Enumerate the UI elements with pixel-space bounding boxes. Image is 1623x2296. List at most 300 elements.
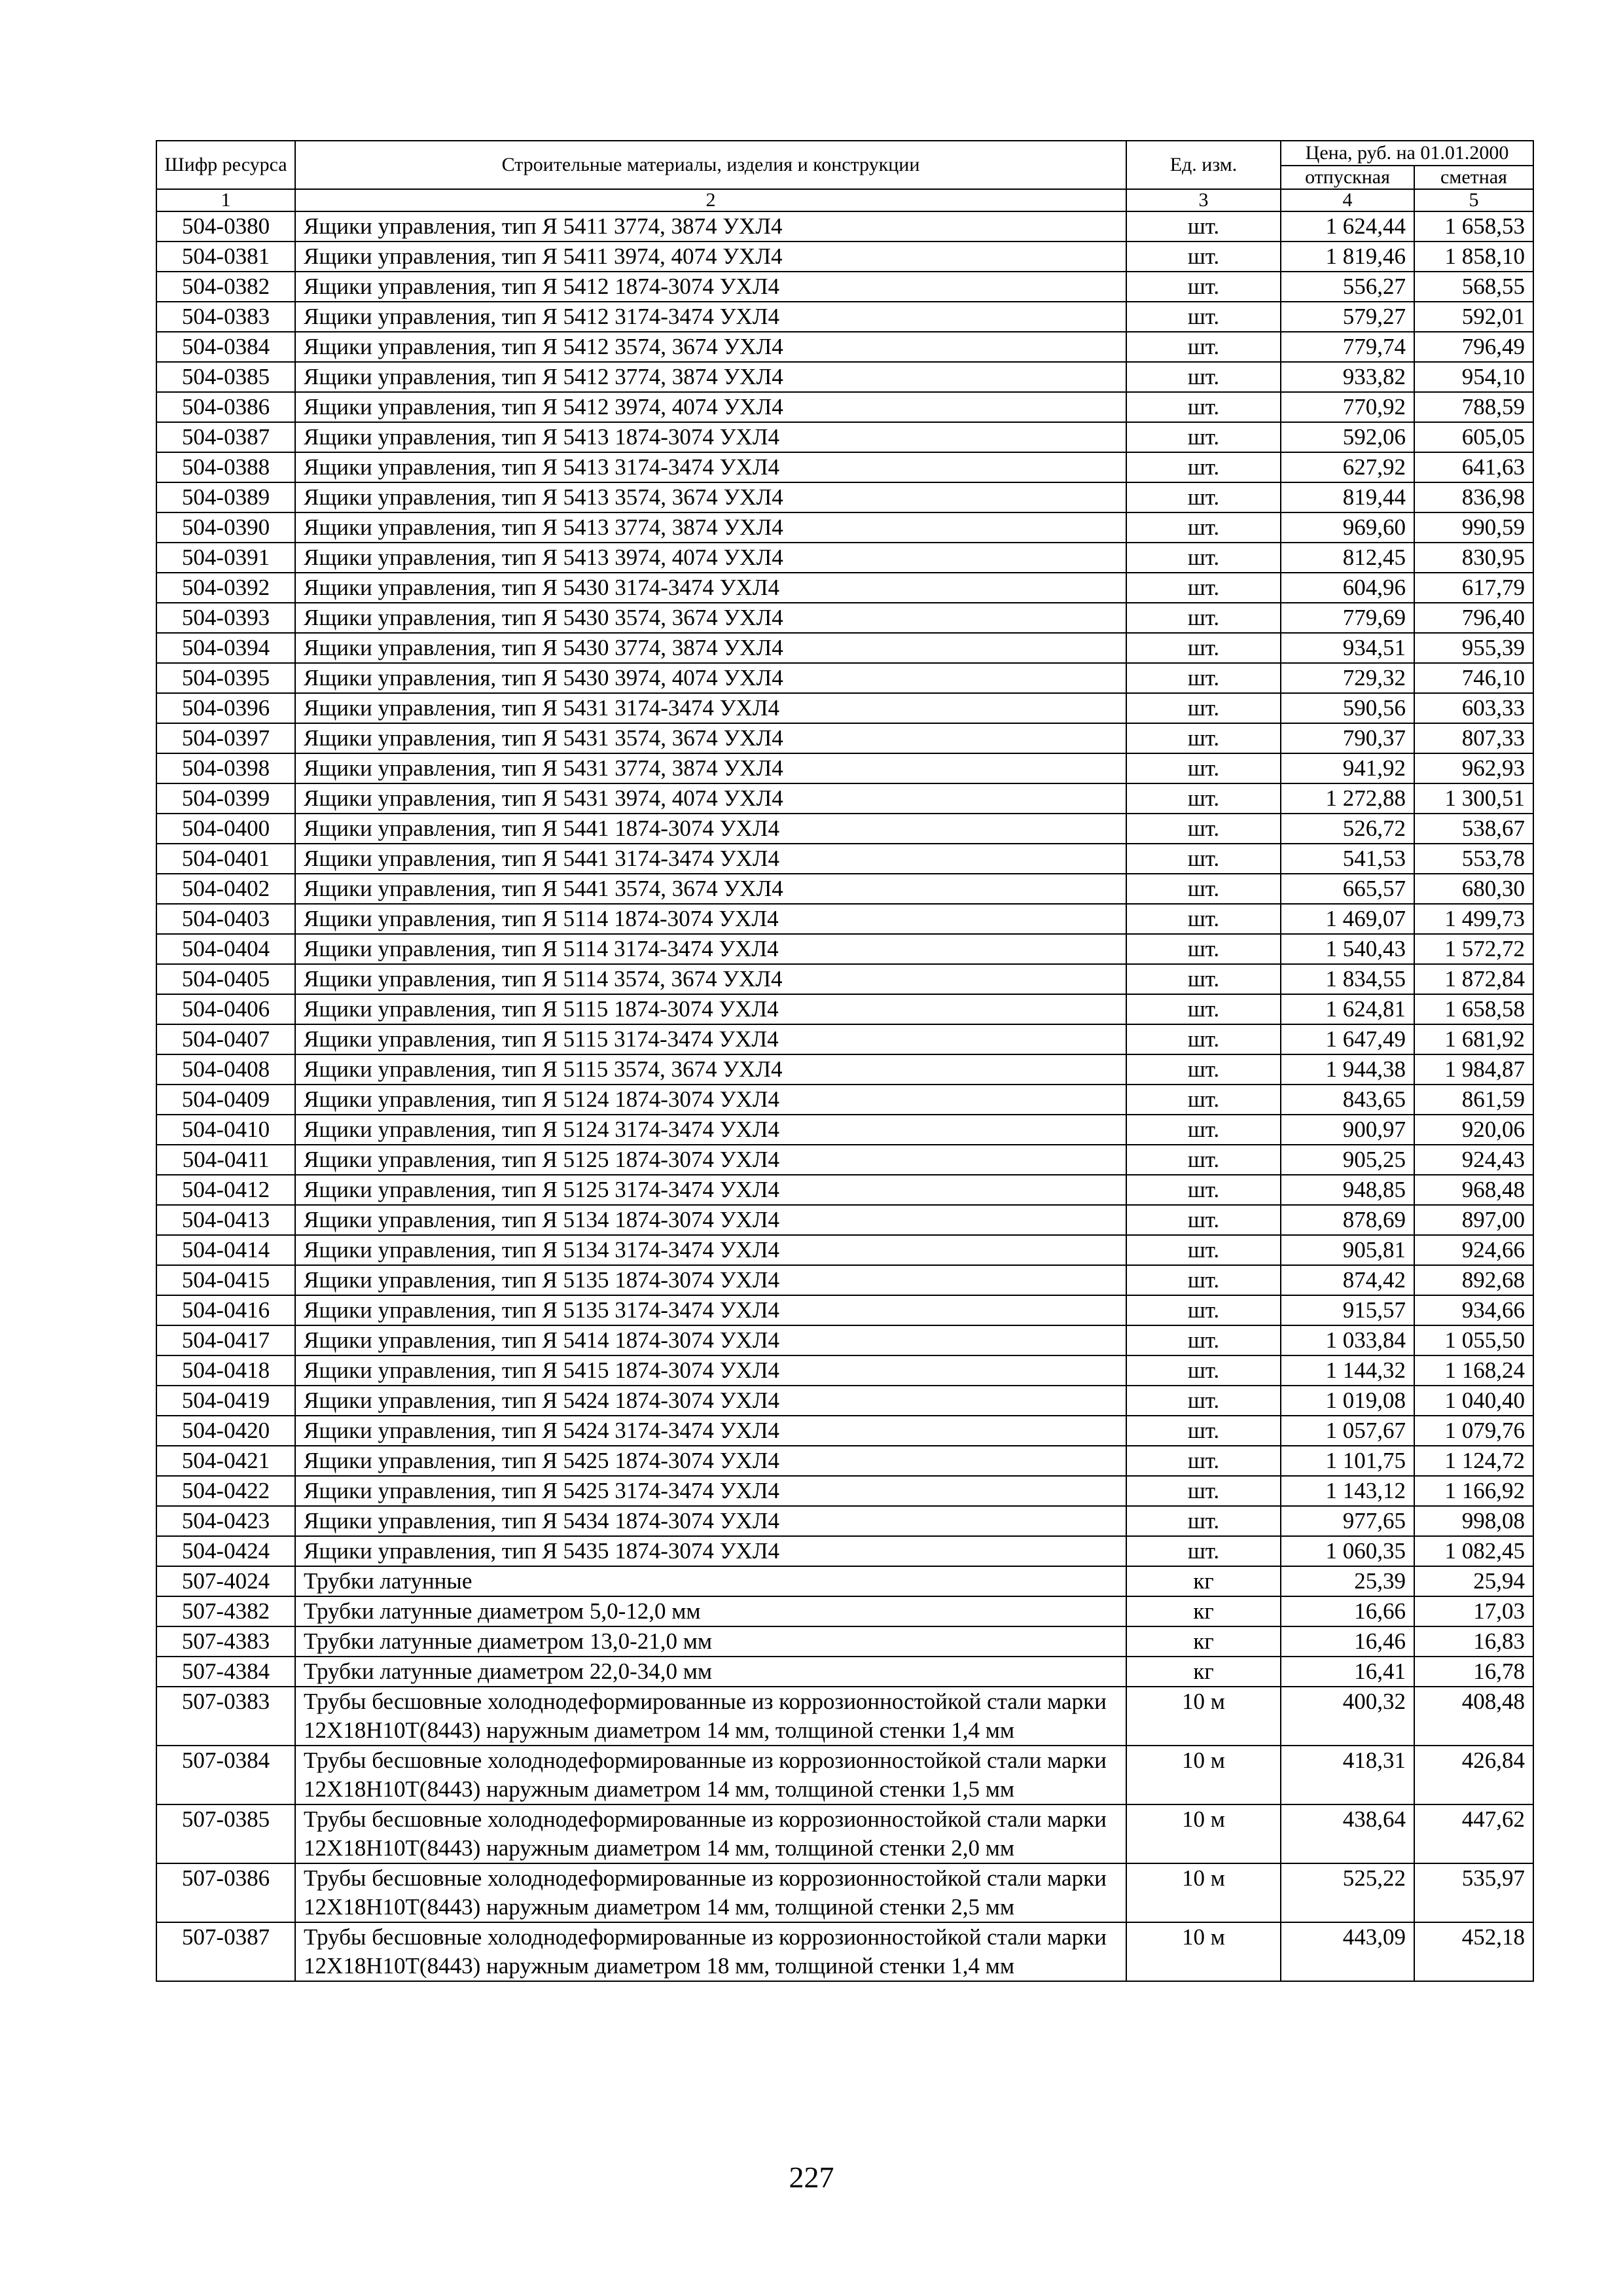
material-name-cell: Ящики управления, тип Я 5424 1874-3074 УХЛ4 bbox=[295, 1386, 1126, 1416]
price-release-cell: 819,44 bbox=[1281, 482, 1414, 512]
price-estimate-cell: 603,33 bbox=[1414, 693, 1533, 723]
material-name-cell: Ящики управления, тип Я 5134 3174-3474 УХЛ4 bbox=[295, 1235, 1126, 1265]
unit-cell: шт. bbox=[1126, 1145, 1281, 1175]
table-row bbox=[156, 723, 1533, 753]
unit-cell: 10 м bbox=[1126, 1863, 1281, 1922]
table-row bbox=[156, 1626, 1533, 1657]
table-row bbox=[156, 272, 1533, 302]
material-name-cell: Ящики управления, тип Я 5424 3174-3474 УХЛ4 bbox=[295, 1416, 1126, 1446]
table-row bbox=[156, 1804, 1533, 1863]
price-release-cell: 878,69 bbox=[1281, 1205, 1414, 1235]
resource-code-cell: 504-0383 bbox=[156, 302, 295, 332]
resource-code-cell: 504-0402 bbox=[156, 874, 295, 904]
material-name-cell: Трубы бесшовные холоднодеформированные из коррозионностойкой стали марки 12Х18Н10Т(8443) наружным диаметром 18 мм, толщиной стенки 1,4 мм bbox=[295, 1922, 1126, 1981]
resource-code-cell: 504-0409 bbox=[156, 1085, 295, 1115]
table-row bbox=[156, 1024, 1533, 1054]
resource-code-cell: 504-0393 bbox=[156, 603, 295, 633]
material-name-cell: Ящики управления, тип Я 5412 3174-3474 УХЛ4 bbox=[295, 302, 1126, 332]
price-estimate-cell: 1 858,10 bbox=[1414, 242, 1533, 272]
resource-code-cell: 504-0421 bbox=[156, 1446, 295, 1476]
resource-code-cell: 504-0395 bbox=[156, 663, 295, 693]
unit-cell: шт. bbox=[1126, 1115, 1281, 1145]
table-row bbox=[156, 1265, 1533, 1295]
table-row bbox=[156, 1386, 1533, 1416]
price-estimate-cell: 968,48 bbox=[1414, 1175, 1533, 1205]
resource-code-cell: 504-0412 bbox=[156, 1175, 295, 1205]
resource-code-cell: 504-0382 bbox=[156, 272, 295, 302]
header-unit: Ед. изм. bbox=[1126, 141, 1281, 189]
resource-code-cell: 504-0385 bbox=[156, 362, 295, 392]
material-name-cell: Ящики управления, тип Я 5430 3574, 3674 УХЛ4 bbox=[295, 603, 1126, 633]
price-release-cell: 790,37 bbox=[1281, 723, 1414, 753]
material-name-cell: Ящики управления, тип Я 5114 3174-3474 УХЛ4 bbox=[295, 934, 1126, 964]
table-row bbox=[156, 302, 1533, 332]
unit-cell: кг bbox=[1126, 1566, 1281, 1596]
unit-cell: шт. bbox=[1126, 874, 1281, 904]
table-row bbox=[156, 1295, 1533, 1325]
price-release-cell: 1 057,67 bbox=[1281, 1416, 1414, 1446]
price-estimate-cell: 25,94 bbox=[1414, 1566, 1533, 1596]
material-name-cell: Ящики управления, тип Я 5124 3174-3474 УХЛ4 bbox=[295, 1115, 1126, 1145]
resource-code-cell: 504-0388 bbox=[156, 452, 295, 482]
price-release-cell: 579,27 bbox=[1281, 302, 1414, 332]
resource-code-cell: 504-0384 bbox=[156, 332, 295, 362]
price-estimate-cell: 955,39 bbox=[1414, 633, 1533, 663]
price-release-cell: 438,64 bbox=[1281, 1804, 1414, 1863]
price-estimate-cell: 836,98 bbox=[1414, 482, 1533, 512]
resource-code-cell: 504-0408 bbox=[156, 1054, 295, 1085]
table-row bbox=[156, 1175, 1533, 1205]
material-name-cell: Трубы бесшовные холоднодеформированные из коррозионностойкой стали марки 12Х18Н10Т(8443) наружным диаметром 14 мм, толщиной стенки 2,0 мм bbox=[295, 1804, 1126, 1863]
unit-cell: шт. bbox=[1126, 783, 1281, 814]
material-name-cell: Ящики управления, тип Я 5441 3174-3474 УХЛ4 bbox=[295, 844, 1126, 874]
price-estimate-cell: 605,05 bbox=[1414, 422, 1533, 452]
price-estimate-cell: 1 040,40 bbox=[1414, 1386, 1533, 1416]
material-name-cell: Ящики управления, тип Я 5135 3174-3474 УХЛ4 bbox=[295, 1295, 1126, 1325]
resource-code-cell: 504-0381 bbox=[156, 242, 295, 272]
price-release-cell: 779,69 bbox=[1281, 603, 1414, 633]
unit-cell: шт. bbox=[1126, 1506, 1281, 1536]
resource-code-cell: 504-0419 bbox=[156, 1386, 295, 1416]
price-release-cell: 1 060,35 bbox=[1281, 1536, 1414, 1566]
resource-code-cell: 504-0400 bbox=[156, 814, 295, 844]
resource-code-cell: 504-0386 bbox=[156, 392, 295, 422]
price-estimate-cell: 1 499,73 bbox=[1414, 904, 1533, 934]
header-code: Шифр ресурса bbox=[156, 141, 295, 189]
table-row bbox=[156, 1085, 1533, 1115]
resource-code-cell: 504-0414 bbox=[156, 1235, 295, 1265]
unit-cell: шт. bbox=[1126, 934, 1281, 964]
material-name-cell: Ящики управления, тип Я 5435 1874-3074 УХЛ4 bbox=[295, 1536, 1126, 1566]
price-estimate-cell: 746,10 bbox=[1414, 663, 1533, 693]
material-name-cell: Ящики управления, тип Я 5430 3974, 4074 УХЛ4 bbox=[295, 663, 1126, 693]
table-row bbox=[156, 1687, 1533, 1746]
table-row bbox=[156, 1446, 1533, 1476]
resource-code-cell: 504-0396 bbox=[156, 693, 295, 723]
material-name-cell: Ящики управления, тип Я 5414 1874-3074 УХЛ4 bbox=[295, 1325, 1126, 1355]
material-name-cell: Ящики управления, тип Я 5441 3574, 3674 УХЛ4 bbox=[295, 874, 1126, 904]
material-name-cell: Ящики управления, тип Я 5431 3174-3474 УХЛ4 bbox=[295, 693, 1126, 723]
material-name-cell: Ящики управления, тип Я 5425 3174-3474 УХЛ4 bbox=[295, 1476, 1126, 1506]
price-release-cell: 900,97 bbox=[1281, 1115, 1414, 1145]
table-row bbox=[156, 1506, 1533, 1536]
material-name-cell: Ящики управления, тип Я 5425 1874-3074 УХЛ4 bbox=[295, 1446, 1126, 1476]
material-name-cell: Трубки латунные диаметром 22,0-34,0 мм bbox=[295, 1657, 1126, 1687]
unit-cell: шт. bbox=[1126, 814, 1281, 844]
resource-code-cell: 504-0413 bbox=[156, 1205, 295, 1235]
price-release-cell: 1 033,84 bbox=[1281, 1325, 1414, 1355]
header-price-release: отпускная bbox=[1281, 166, 1414, 189]
material-name-cell: Трубки латунные диаметром 5,0-12,0 мм bbox=[295, 1596, 1126, 1626]
unit-cell: шт. bbox=[1126, 1536, 1281, 1566]
price-release-cell: 1 647,49 bbox=[1281, 1024, 1414, 1054]
table-row bbox=[156, 1145, 1533, 1175]
material-name-cell: Трубы бесшовные холоднодеформированные из коррозионностойкой стали марки 12Х18Н10Т(8443) наружным диаметром 14 мм, толщиной стенки 1,5 мм bbox=[295, 1746, 1126, 1804]
unit-cell: шт. bbox=[1126, 422, 1281, 452]
price-release-cell: 729,32 bbox=[1281, 663, 1414, 693]
material-name-cell: Ящики управления, тип Я 5135 1874-3074 УХЛ4 bbox=[295, 1265, 1126, 1295]
material-name-cell: Ящики управления, тип Я 5412 3574, 3674 УХЛ4 bbox=[295, 332, 1126, 362]
unit-cell: шт. bbox=[1126, 1205, 1281, 1235]
table-row bbox=[156, 964, 1533, 994]
table-row bbox=[156, 1325, 1533, 1355]
material-name-cell: Ящики управления, тип Я 5115 3174-3474 УХЛ4 bbox=[295, 1024, 1126, 1054]
price-estimate-cell: 568,55 bbox=[1414, 272, 1533, 302]
header-num-3: 3 bbox=[1126, 189, 1281, 211]
unit-cell: шт. bbox=[1126, 362, 1281, 392]
table-row bbox=[156, 1863, 1533, 1922]
resource-code-cell: 504-0387 bbox=[156, 422, 295, 452]
unit-cell: шт. bbox=[1126, 302, 1281, 332]
resource-code-cell: 504-0391 bbox=[156, 543, 295, 573]
header-num-2: 2 bbox=[295, 189, 1126, 211]
unit-cell: шт. bbox=[1126, 663, 1281, 693]
price-estimate-cell: 807,33 bbox=[1414, 723, 1533, 753]
price-estimate-cell: 924,43 bbox=[1414, 1145, 1533, 1175]
header-price-estimate: сметная bbox=[1414, 166, 1533, 189]
price-release-cell: 1 540,43 bbox=[1281, 934, 1414, 964]
resource-code-cell: 504-0398 bbox=[156, 753, 295, 783]
resource-code-cell: 504-0411 bbox=[156, 1145, 295, 1175]
material-name-cell: Ящики управления, тип Я 5114 3574, 3674 УХЛ4 bbox=[295, 964, 1126, 994]
resource-code-cell: 507-4384 bbox=[156, 1657, 295, 1687]
price-table bbox=[156, 140, 1534, 1982]
price-release-cell: 1 944,38 bbox=[1281, 1054, 1414, 1085]
material-name-cell: Ящики управления, тип Я 5124 1874-3074 УХЛ4 bbox=[295, 1085, 1126, 1115]
price-release-cell: 1 144,32 bbox=[1281, 1355, 1414, 1386]
price-release-cell: 1 819,46 bbox=[1281, 242, 1414, 272]
price-release-cell: 1 624,44 bbox=[1281, 211, 1414, 242]
header-price-group: Цена, руб. на 01.01.2000 bbox=[1281, 141, 1533, 166]
table-row bbox=[156, 1657, 1533, 1687]
price-estimate-cell: 962,93 bbox=[1414, 753, 1533, 783]
table-row bbox=[156, 814, 1533, 844]
price-estimate-cell: 680,30 bbox=[1414, 874, 1533, 904]
material-name-cell: Ящики управления, тип Я 5411 3974, 4074 УХЛ4 bbox=[295, 242, 1126, 272]
price-estimate-cell: 1 658,58 bbox=[1414, 994, 1533, 1024]
unit-cell: шт. bbox=[1126, 753, 1281, 783]
table-row bbox=[156, 693, 1533, 723]
material-name-cell: Ящики управления, тип Я 5434 1874-3074 УХЛ4 bbox=[295, 1506, 1126, 1536]
unit-cell: 10 м bbox=[1126, 1746, 1281, 1804]
material-name-cell: Ящики управления, тип Я 5413 3574, 3674 УХЛ4 bbox=[295, 482, 1126, 512]
table-row bbox=[156, 783, 1533, 814]
price-release-cell: 969,60 bbox=[1281, 512, 1414, 543]
table-row bbox=[156, 1746, 1533, 1804]
table-row bbox=[156, 512, 1533, 543]
price-estimate-cell: 954,10 bbox=[1414, 362, 1533, 392]
table-row bbox=[156, 1115, 1533, 1145]
header-num-1: 1 bbox=[156, 189, 295, 211]
material-name-cell: Ящики управления, тип Я 5114 1874-3074 УХЛ4 bbox=[295, 904, 1126, 934]
material-name-cell: Ящики управления, тип Я 5431 3574, 3674 УХЛ4 bbox=[295, 723, 1126, 753]
resource-code-cell: 507-4382 bbox=[156, 1596, 295, 1626]
price-estimate-cell: 861,59 bbox=[1414, 1085, 1533, 1115]
price-estimate-cell: 1 872,84 bbox=[1414, 964, 1533, 994]
price-estimate-cell: 408,48 bbox=[1414, 1687, 1533, 1746]
table-row bbox=[156, 1596, 1533, 1626]
price-estimate-cell: 1 300,51 bbox=[1414, 783, 1533, 814]
price-estimate-cell: 1 124,72 bbox=[1414, 1446, 1533, 1476]
price-estimate-cell: 934,66 bbox=[1414, 1295, 1533, 1325]
table-body bbox=[156, 211, 1533, 1981]
table-row bbox=[156, 332, 1533, 362]
price-release-cell: 590,56 bbox=[1281, 693, 1414, 723]
price-estimate-cell: 998,08 bbox=[1414, 1506, 1533, 1536]
resource-code-cell: 504-0394 bbox=[156, 633, 295, 663]
price-release-cell: 418,31 bbox=[1281, 1746, 1414, 1804]
material-name-cell: Ящики управления, тип Я 5134 1874-3074 УХЛ4 bbox=[295, 1205, 1126, 1235]
unit-cell: 10 м bbox=[1126, 1687, 1281, 1746]
table-row bbox=[156, 543, 1533, 573]
header-num-5: 5 bbox=[1414, 189, 1533, 211]
price-release-cell: 977,65 bbox=[1281, 1506, 1414, 1536]
resource-code-cell: 504-0392 bbox=[156, 573, 295, 603]
price-estimate-cell: 447,62 bbox=[1414, 1804, 1533, 1863]
resource-code-cell: 504-0424 bbox=[156, 1536, 295, 1566]
price-estimate-cell: 426,84 bbox=[1414, 1746, 1533, 1804]
price-estimate-cell: 1 658,53 bbox=[1414, 211, 1533, 242]
table-row bbox=[156, 633, 1533, 663]
price-estimate-cell: 1 079,76 bbox=[1414, 1416, 1533, 1446]
material-name-cell: Ящики управления, тип Я 5430 3774, 3874 УХЛ4 bbox=[295, 633, 1126, 663]
unit-cell: шт. bbox=[1126, 723, 1281, 753]
price-estimate-cell: 796,49 bbox=[1414, 332, 1533, 362]
price-release-cell: 933,82 bbox=[1281, 362, 1414, 392]
table-row bbox=[156, 1054, 1533, 1085]
resource-code-cell: 504-0410 bbox=[156, 1115, 295, 1145]
material-name-cell: Ящики управления, тип Я 5413 1874-3074 УХЛ4 bbox=[295, 422, 1126, 452]
unit-cell: шт. bbox=[1126, 211, 1281, 242]
material-name-cell: Ящики управления, тип Я 5115 3574, 3674 УХЛ4 bbox=[295, 1054, 1126, 1085]
price-release-cell: 934,51 bbox=[1281, 633, 1414, 663]
unit-cell: шт. bbox=[1126, 1235, 1281, 1265]
material-name-cell: Ящики управления, тип Я 5441 1874-3074 УХЛ4 bbox=[295, 814, 1126, 844]
unit-cell: шт. bbox=[1126, 272, 1281, 302]
table-row bbox=[156, 1416, 1533, 1446]
material-name-cell: Трубки латунные bbox=[295, 1566, 1126, 1596]
price-estimate-cell: 617,79 bbox=[1414, 573, 1533, 603]
unit-cell: шт. bbox=[1126, 1024, 1281, 1054]
price-release-cell: 779,74 bbox=[1281, 332, 1414, 362]
price-release-cell: 843,65 bbox=[1281, 1085, 1414, 1115]
resource-code-cell: 507-4024 bbox=[156, 1566, 295, 1596]
price-estimate-cell: 830,95 bbox=[1414, 543, 1533, 573]
price-estimate-cell: 990,59 bbox=[1414, 512, 1533, 543]
unit-cell: шт. bbox=[1126, 1355, 1281, 1386]
unit-cell: шт. bbox=[1126, 994, 1281, 1024]
page-number: 227 bbox=[789, 2161, 834, 2194]
table-row bbox=[156, 1566, 1533, 1596]
material-name-cell: Ящики управления, тип Я 5413 3974, 4074 УХЛ4 bbox=[295, 543, 1126, 573]
table-row bbox=[156, 994, 1533, 1024]
resource-code-cell: 504-0380 bbox=[156, 211, 295, 242]
unit-cell: шт. bbox=[1126, 573, 1281, 603]
price-estimate-cell: 553,78 bbox=[1414, 844, 1533, 874]
material-name-cell: Ящики управления, тип Я 5412 3974, 4074 УХЛ4 bbox=[295, 392, 1126, 422]
resource-code-cell: 507-4383 bbox=[156, 1626, 295, 1657]
price-release-cell: 948,85 bbox=[1281, 1175, 1414, 1205]
material-name-cell: Ящики управления, тип Я 5430 3174-3474 УХЛ4 bbox=[295, 573, 1126, 603]
price-estimate-cell: 924,66 bbox=[1414, 1235, 1533, 1265]
unit-cell: шт. bbox=[1126, 1085, 1281, 1115]
resource-code-cell: 504-0397 bbox=[156, 723, 295, 753]
resource-code-cell: 504-0399 bbox=[156, 783, 295, 814]
price-estimate-cell: 16,83 bbox=[1414, 1626, 1533, 1657]
unit-cell: шт. bbox=[1126, 1295, 1281, 1325]
price-estimate-cell: 16,78 bbox=[1414, 1657, 1533, 1687]
resource-code-cell: 507-0387 bbox=[156, 1922, 295, 1981]
unit-cell: шт. bbox=[1126, 512, 1281, 543]
header-num-4: 4 bbox=[1281, 189, 1414, 211]
price-release-cell: 525,22 bbox=[1281, 1863, 1414, 1922]
price-estimate-cell: 897,00 bbox=[1414, 1205, 1533, 1235]
price-release-cell: 16,46 bbox=[1281, 1626, 1414, 1657]
price-release-cell: 526,72 bbox=[1281, 814, 1414, 844]
price-release-cell: 941,92 bbox=[1281, 753, 1414, 783]
resource-code-cell: 504-0420 bbox=[156, 1416, 295, 1446]
resource-code-cell: 504-0415 bbox=[156, 1265, 295, 1295]
unit-cell: шт. bbox=[1126, 633, 1281, 663]
price-estimate-cell: 538,67 bbox=[1414, 814, 1533, 844]
material-name-cell: Ящики управления, тип Я 5412 1874-3074 УХЛ4 bbox=[295, 272, 1126, 302]
unit-cell: кг bbox=[1126, 1657, 1281, 1687]
price-release-cell: 1 834,55 bbox=[1281, 964, 1414, 994]
price-release-cell: 443,09 bbox=[1281, 1922, 1414, 1981]
resource-code-cell: 507-0386 bbox=[156, 1863, 295, 1922]
resource-code-cell: 507-0385 bbox=[156, 1804, 295, 1863]
material-name-cell: Ящики управления, тип Я 5431 3774, 3874 УХЛ4 bbox=[295, 753, 1126, 783]
table-row bbox=[156, 422, 1533, 452]
table-row bbox=[156, 663, 1533, 693]
material-name-cell: Ящики управления, тип Я 5115 1874-3074 УХЛ4 bbox=[295, 994, 1126, 1024]
price-release-cell: 1 469,07 bbox=[1281, 904, 1414, 934]
price-release-cell: 627,92 bbox=[1281, 452, 1414, 482]
material-name-cell: Ящики управления, тип Я 5413 3774, 3874 УХЛ4 bbox=[295, 512, 1126, 543]
resource-code-cell: 504-0405 bbox=[156, 964, 295, 994]
price-release-cell: 770,92 bbox=[1281, 392, 1414, 422]
price-release-cell: 604,96 bbox=[1281, 573, 1414, 603]
unit-cell: шт. bbox=[1126, 543, 1281, 573]
unit-cell: 10 м bbox=[1126, 1804, 1281, 1863]
resource-code-cell: 504-0403 bbox=[156, 904, 295, 934]
resource-code-cell: 507-0383 bbox=[156, 1687, 295, 1746]
price-estimate-cell: 1 168,24 bbox=[1414, 1355, 1533, 1386]
price-estimate-cell: 796,40 bbox=[1414, 603, 1533, 633]
table-row bbox=[156, 573, 1533, 603]
table-row bbox=[156, 452, 1533, 482]
resource-code-cell: 504-0407 bbox=[156, 1024, 295, 1054]
resource-code-cell: 504-0418 bbox=[156, 1355, 295, 1386]
price-release-cell: 592,06 bbox=[1281, 422, 1414, 452]
table-row bbox=[156, 874, 1533, 904]
material-name-cell: Трубы бесшовные холоднодеформированные из коррозионностойкой стали марки 12Х18Н10Т(8443) наружным диаметром 14 мм, толщиной стенки 1,4 мм bbox=[295, 1687, 1126, 1746]
resource-code-cell: 504-0423 bbox=[156, 1506, 295, 1536]
unit-cell: кг bbox=[1126, 1596, 1281, 1626]
unit-cell: шт. bbox=[1126, 392, 1281, 422]
unit-cell: шт. bbox=[1126, 332, 1281, 362]
unit-cell: шт. bbox=[1126, 1416, 1281, 1446]
unit-cell: шт. bbox=[1126, 1386, 1281, 1416]
unit-cell: шт. bbox=[1126, 1476, 1281, 1506]
price-estimate-cell: 788,59 bbox=[1414, 392, 1533, 422]
header-name: Строительные материалы, изделия и конструкции bbox=[295, 141, 1126, 189]
resource-code-cell: 504-0406 bbox=[156, 994, 295, 1024]
price-release-cell: 16,41 bbox=[1281, 1657, 1414, 1687]
unit-cell: 10 м bbox=[1126, 1922, 1281, 1981]
table-row bbox=[156, 1476, 1533, 1506]
table-row bbox=[156, 392, 1533, 422]
unit-cell: шт. bbox=[1126, 1265, 1281, 1295]
unit-cell: шт. bbox=[1126, 1325, 1281, 1355]
resource-code-cell: 507-0384 bbox=[156, 1746, 295, 1804]
material-name-cell: Ящики управления, тип Я 5413 3174-3474 УХЛ4 bbox=[295, 452, 1126, 482]
unit-cell: шт. bbox=[1126, 1175, 1281, 1205]
price-release-cell: 1 019,08 bbox=[1281, 1386, 1414, 1416]
resource-code-cell: 504-0404 bbox=[156, 934, 295, 964]
material-name-cell: Ящики управления, тип Я 5431 3974, 4074 УХЛ4 bbox=[295, 783, 1126, 814]
resource-code-cell: 504-0390 bbox=[156, 512, 295, 543]
price-estimate-cell: 1 681,92 bbox=[1414, 1024, 1533, 1054]
price-release-cell: 1 272,88 bbox=[1281, 783, 1414, 814]
price-estimate-cell: 641,63 bbox=[1414, 452, 1533, 482]
material-name-cell: Ящики управления, тип Я 5415 1874-3074 УХЛ4 bbox=[295, 1355, 1126, 1386]
table-header bbox=[156, 141, 1533, 211]
unit-cell: шт. bbox=[1126, 1446, 1281, 1476]
resource-code-cell: 504-0417 bbox=[156, 1325, 295, 1355]
price-estimate-cell: 1 572,72 bbox=[1414, 934, 1533, 964]
price-release-cell: 1 143,12 bbox=[1281, 1476, 1414, 1506]
price-release-cell: 400,32 bbox=[1281, 1687, 1414, 1746]
price-release-cell: 25,39 bbox=[1281, 1566, 1414, 1596]
table-row bbox=[156, 482, 1533, 512]
material-name-cell: Ящики управления, тип Я 5125 1874-3074 УХЛ4 bbox=[295, 1145, 1126, 1175]
price-release-cell: 874,42 bbox=[1281, 1265, 1414, 1295]
price-estimate-cell: 1 984,87 bbox=[1414, 1054, 1533, 1085]
price-estimate-cell: 592,01 bbox=[1414, 302, 1533, 332]
table-row bbox=[156, 211, 1533, 242]
price-estimate-cell: 920,06 bbox=[1414, 1115, 1533, 1145]
price-release-cell: 1 101,75 bbox=[1281, 1446, 1414, 1476]
table-row bbox=[156, 1235, 1533, 1265]
price-estimate-cell: 1 082,45 bbox=[1414, 1536, 1533, 1566]
table-row bbox=[156, 934, 1533, 964]
price-release-cell: 915,57 bbox=[1281, 1295, 1414, 1325]
unit-cell: шт. bbox=[1126, 603, 1281, 633]
price-release-cell: 1 624,81 bbox=[1281, 994, 1414, 1024]
resource-code-cell: 504-0422 bbox=[156, 1476, 295, 1506]
resource-code-cell: 504-0416 bbox=[156, 1295, 295, 1325]
